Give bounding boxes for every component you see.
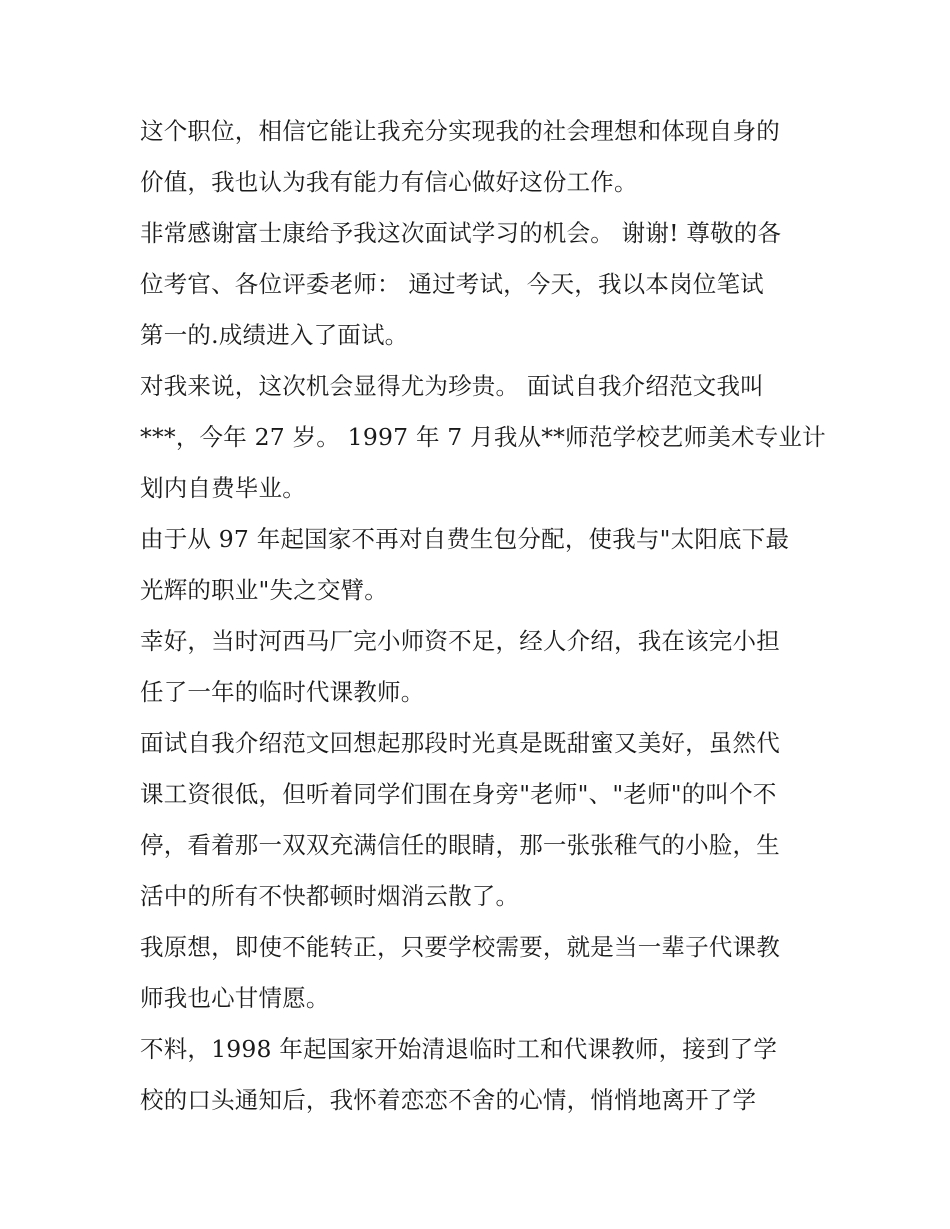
text-line: 师我也心甘情愿。	[140, 984, 330, 1012]
text-line: 价值，我也认为我有能力有信心做好这份工作。	[140, 168, 638, 196]
text-line: 停，看着那一双双充满信任的眼睛，那一张张稚气的小脸，生	[140, 831, 780, 859]
text-line: 面试自我介绍范文回想起那段时光真是既甜蜜又美好，虽然代	[140, 729, 780, 757]
text-line: 由于从 97 年起国家不再对自费生包分配，使我与"太阳底下最	[140, 525, 790, 553]
text-line: 幸好，当时河西马厂完小师资不足，经人介绍，我在该完小担	[140, 627, 780, 655]
text-line: 划内自费毕业。	[140, 474, 306, 502]
text-line: 这个职位，相信它能让我充分实现我的社会理想和体现自身的	[140, 117, 780, 145]
text-line: 位考官、各位评委老师： 通过考试，今天，我以本岗位笔试	[140, 270, 764, 298]
text-line: 不料，1998 年起国家开始清退临时工和代课教师，接到了学	[140, 1035, 778, 1063]
text-line: 光辉的职业"失之交臂。	[140, 576, 389, 604]
body-text	[140, 106, 826, 1126]
text-line: 我原想，即使不能转正，只要学校需要，就是当一辈子代课教	[140, 933, 780, 961]
text-line: 校的口头通知后，我怀着恋恋不舍的心情，悄悄地离开了学	[140, 1086, 757, 1114]
text-line: 活中的所有不快都顿时烟消云散了。	[140, 882, 520, 910]
text-line: 对我来说，这次机会显得尤为珍贵。 面试自我介绍范文我叫	[140, 372, 764, 400]
text-line: 第一的.成绩进入了面试。	[140, 321, 409, 349]
text-line: ***，今年 27 岁。 1997 年 7 月我从**师范学校艺师美术专业计	[140, 423, 826, 451]
text-line: 非常感谢富士康给予我这次面试学习的机会。 谢谢! 尊敬的各	[140, 219, 782, 247]
text-line: 课工资很低，但听着同学们围在身旁"老师"、"老师"的叫个不	[140, 780, 777, 808]
text-line: 任了一年的临时代课教师。	[140, 678, 425, 706]
